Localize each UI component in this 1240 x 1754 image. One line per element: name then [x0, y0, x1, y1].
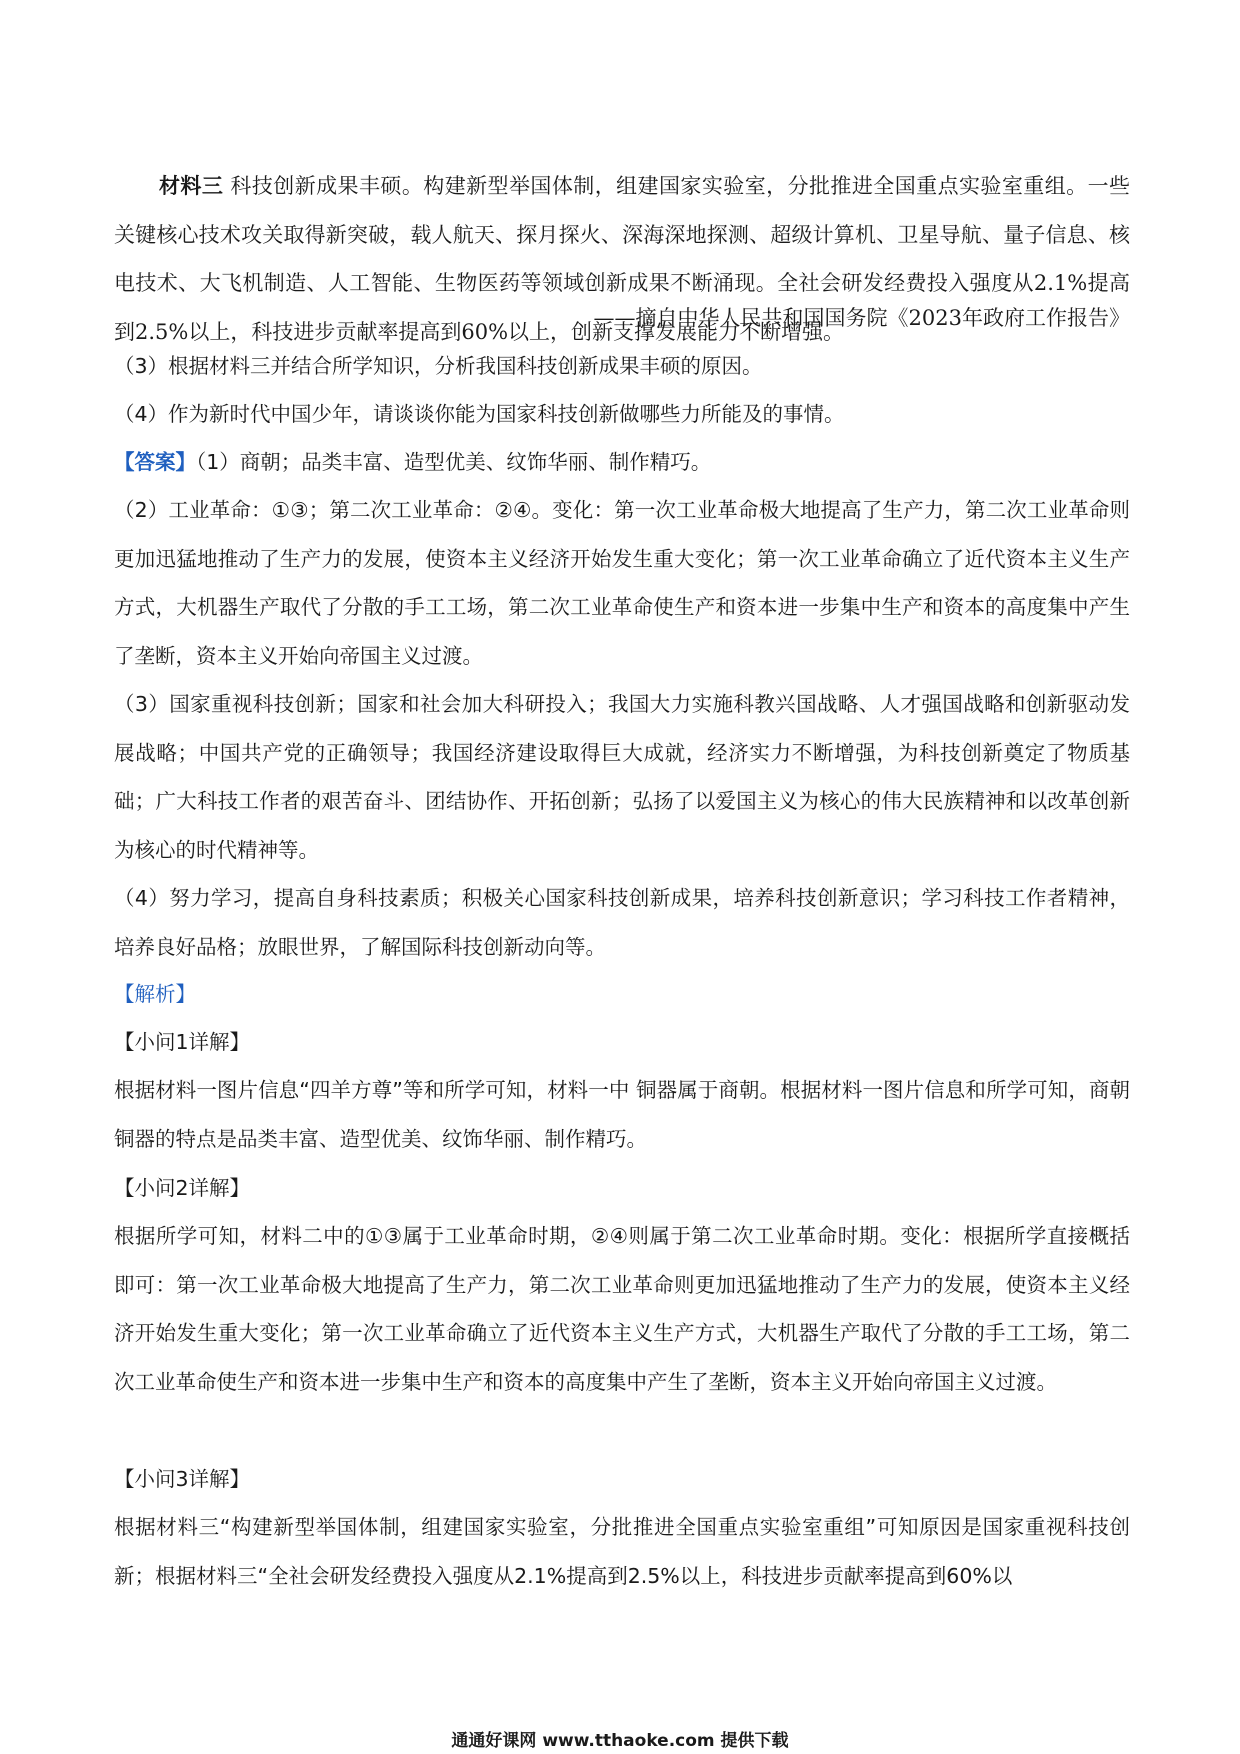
- subq1-text: 根据材料一图片信息“四羊方尊”等和所学可知，材料一中 铜器属于商朝。根据材料一图片信息和所学可知，商朝铜器的特点是品类丰富、造型优美、纹饰华丽、制作精巧。: [114, 1078, 1130, 1151]
- material3-label: 材料三: [159, 173, 224, 198]
- answer-tag: 【答案】: [114, 450, 196, 474]
- answer-2: （2）工业革命：①③；第二次工业革命：②④。变化：第一次工业革命极大地提高了生产力，第二次工业革命则更加迅猛地推动了生产力的发展，使资本主义经济开始发生重大变化；第一次工业革命确立了近代资本主义生产方式，大机器生产取代了分散的手工工场，第二次工业革命使生产和资本进一步集中生产和资本的高度集中产生了垄断，资本主义开始向帝国主义过渡。: [114, 498, 1130, 668]
- answer-4: （4）努力学习，提高自身科技素质；积极关心国家科技创新成果，培养科技创新意识；学习科技工作者精神，培养良好品格；放眼世界，了解国际科技创新动向等。: [114, 886, 1130, 959]
- question-3: （3）根据材料三并结合所学知识，分析我国科技创新成果丰硕的原因。: [114, 354, 763, 378]
- material3-source: ——摘自中华人民共和国国务院《2023年政府工作报告》: [593, 306, 1130, 330]
- question-4: （4）作为新时代中国少年，请谈谈你能为国家科技创新做哪些力所能及的事情。: [114, 402, 845, 426]
- subq1-title: 【小问1详解】: [114, 1030, 251, 1054]
- subq3-text: 根据材料三“构建新型举国体制，组建国家实验室，分批推进全国重点实验室重组”可知原因是国家重视科技创新；根据材料三“全社会研发经费投入强度从2.1%提高到2.5%以上，科技进步贡献率提高到60%以: [114, 1515, 1130, 1588]
- answer-3: （3）国家重视科技创新；国家和社会加大科研投入；我国大力实施科教兴国战略、人才强国战略和创新驱动发展战略；中国共产党的正确领导；我国经济建设取得巨大成就，经济实力不断增强，为科技创新奠定了物质基础；广大科技工作者的艰苦奋斗、团结协作、开拓创新；弘扬了以爱国主义为核心的伟大民族精神和以改革创新为核心的时代精神等。: [114, 692, 1130, 862]
- subq3-title: 【小问3详解】: [114, 1467, 251, 1491]
- subq2-text: 根据所学可知，材料二中的①③属于工业革命时期，②④则属于第二次工业革命时期。变化：根据所学直接概括即可：第一次工业革命极大地提高了生产力，第二次工业革命则更加迅猛地推动了生产力的发展，使资本主义经济开始发生重大变化；第一次工业革命确立了近代资本主义生产方式，大机器生产取代了分散的手工工场，第二次工业革命使生产和资本进一步集中生产和资本的高度集中产生了垄断，资本主义开始向帝国主义过渡。: [114, 1224, 1130, 1394]
- answer-1: [114, 438, 1130, 487]
- answer-1-text: （1）商朝；品类丰富、造型优美、纹饰华丽、制作精巧。: [196, 450, 712, 474]
- subq2-title: 【小问2详解】: [114, 1176, 251, 1200]
- analysis-tag: 【解析】: [114, 982, 196, 1006]
- page-footer: 通通好课网 www.tthaoke.com 提供下载: [451, 1731, 789, 1751]
- material3-text: 科技创新成果丰硕。构建新型举国体制，组建国家实验室，分批推进全国重点实验室重组。一些关键核心技术攻关取得新突破，载人航天、探月探火、深海深地探测、超级计算机、卫星导航、量子信息、核电技术、大飞机制造、人工智能、生物医药等领域创新成果不断涌现。全社会研发经费投入强度从2.1%提高到2.5%以上，科技进步贡献率提高到60%以上，创新支撑发展能力不断增强。: [114, 174, 1131, 344]
